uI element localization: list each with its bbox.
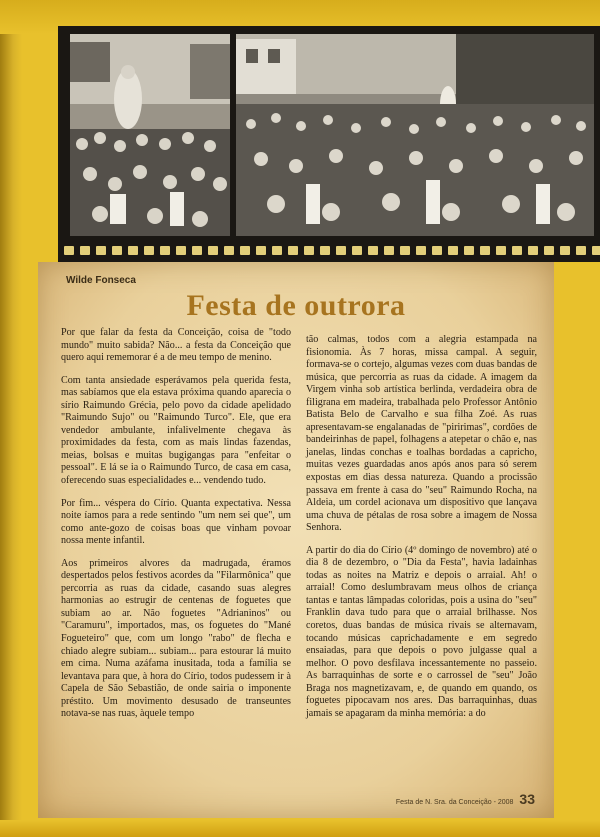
page-footer xyxy=(370,791,535,807)
bottom-page-edge xyxy=(0,820,600,837)
magazine-spine xyxy=(0,0,22,837)
page-number: 33 xyxy=(519,791,535,807)
film-perforations xyxy=(58,240,600,262)
paragraph: Por que falar da festa da Conceição, coisa de "todo mundo" muito sabida? Não... a festa da Conceição que quero aqui rememorar é a de meu tempo de menino. xyxy=(61,327,291,364)
paragraph: Com tanta ansiedade esperávamos pela querida festa, mas sabíamos que ela estava próxima quando aparecia o sírio Raimundo Grécia, pelo povo da cidade apelidado "Raimundo Sujo" ou "Raimundo Turco". Ele, que era vendedor ambulante, infalivelmente chegava às proximidades da festa, com as mais lindas fazendas, meias, bolsas e muitas bugigangas para "enfeitar o pessoal". E lá se ia o Raimundo Turco, de casa em casa, oferecendo suas especialidades e... vendendo tudo. xyxy=(61,374,291,487)
article-author: Wilde Fonseca xyxy=(66,275,136,286)
paragraph: tão calmas, todos com a alegria estampada na fisionomia. Às 7 horas, missa campal. A seguir, formava-se o cortejo, algumas vezes com duas bandas de música, que percorria as ruas da cidade. A imagem da Virgem vinha sob artística berlinda, verdadeira obra de filigrana em madeira, trabalhada pelo Professor Antônio Batista Belo de Carvalho e sua filha Zoé. As ruas apresentavam-se engalanadas de "piririmas", cordões de bandeirinhas de papel, folhagens a atepetar o chão e, nas janelas, lindas conchas e toalhas bordadas a capricho, muitas vezes guardadas anos após anos para só serem expostas em dias dessa natureza. Quando a procissão passava em frente à casa do "seu" Raimundo Rocha, na Aldeia, um cordel acionava um dispositivo que lançava uma chuva de pétalas de rosa sobre a imagem de Nossa Senhora. xyxy=(306,334,537,534)
paragraph: Aos primeiros alvores da madrugada, éramos despertados pelos festivos acordes da "Filarmônica" que percorria as ruas da cidade, casando suas alegres harmonias ao estrugir de centenas de foguetes que subiam ao ar. Não foguetes "Adrianinos" ou "Caramuru", importados, mas, os foguetes do "Mané Fogueteiro" que, com um longo "rabo" de flecha e chiado alegre subiam... subiam... para estourar lá muito em cima. Numa azáfama inusitada, toda a família se levantava para que, à hora do Círio, todos pudessem ir à Capela de São Sebastião, de onde sairia o imponente préstito. Um movimento desusado de transeuntes notava-se nas ruas, àquele tempo xyxy=(61,557,291,720)
procession-photo-left xyxy=(70,34,230,236)
article-column-right xyxy=(306,334,537,730)
procession-photo-right xyxy=(236,34,594,236)
article-column-left xyxy=(61,327,291,731)
publication-name: Festa de N. Sra. da Conceição - 2008 xyxy=(395,799,514,806)
article-title: Festa de outrora xyxy=(186,289,406,322)
film-strip xyxy=(58,26,600,262)
paragraph: A partir do dia do Círio (4º domingo de novembro) até o dia 8 de dezembro, o "Dia da Festa", havia ladainhas todas as noites na Matriz e depois o arraial. Ah! o arraial! Como deslumbravam meus olhos de criança tantas e tantas lâmpadas coloridas, pois a usina do "seu" Franklin dava tudo para que o arraial brilhasse. Nos coretos, duas bandas de música rivais se alternavam, tocando músicas caprichadamente e em segredo ensaiadas, para que depois o povo julgasse qual a melhor. O povo desfilava incessantemente no passeio. As barraquinhas de sorte e o carrossel de "seu" João Braga nos magnetizavam, e, de quando em quando, os foguetes pipocavam nos ares. Das barraquinhas, duas jamais se apagaram da minha memória: a do xyxy=(306,544,537,719)
paragraph: Por fim... véspera do Círio. Quanta expectativa. Nessa noite íamos para a rede sentindo "um nem sei que", um como ante-gozo de coisas boas que vinham povoar nossa mente infantil. xyxy=(61,497,291,547)
